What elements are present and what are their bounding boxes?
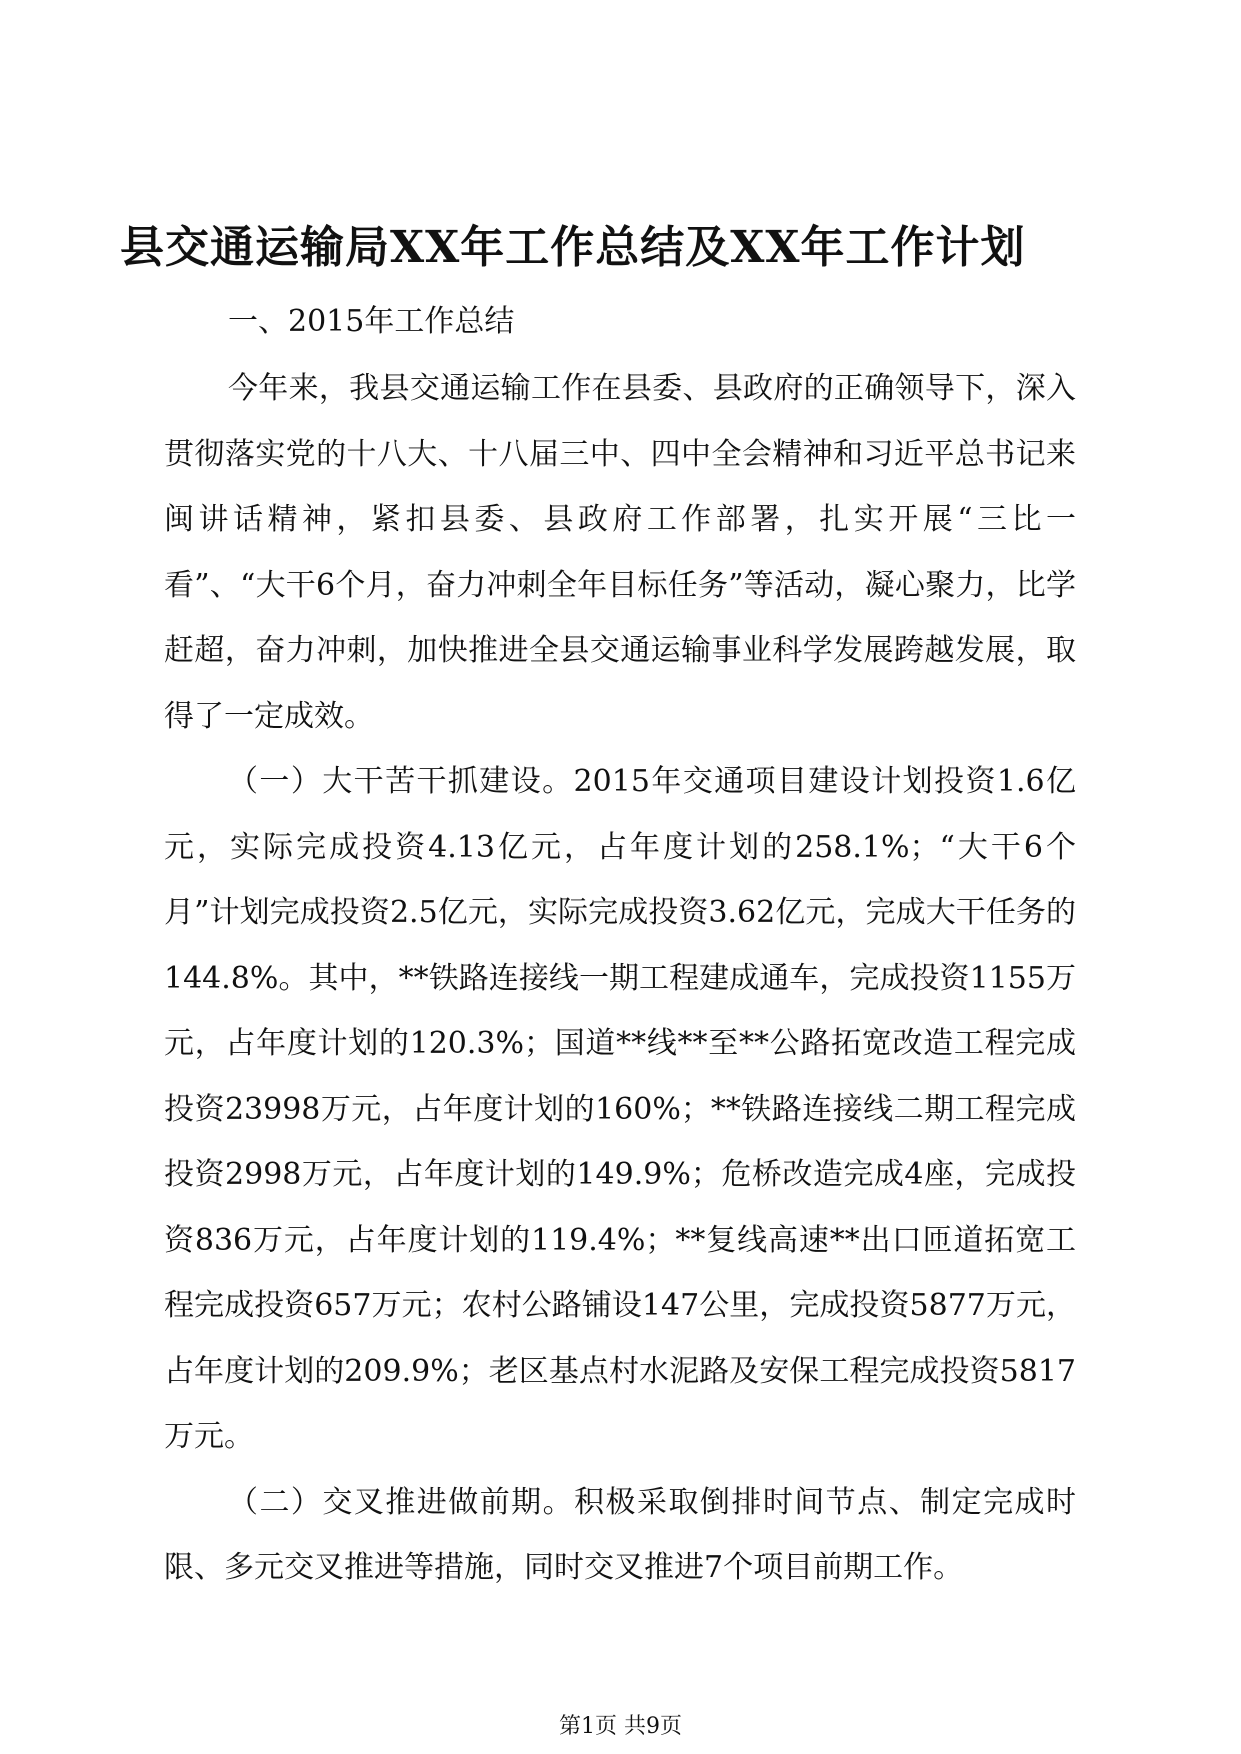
section-heading: 一、2015年工作总结 — [228, 304, 515, 339]
paragraph-preliminary-work: （二）交叉推进做前期。积极采取倒排时间节点、制定完成时限、多元交叉推进等措施，同时交叉推进7个项目前期工作。 — [164, 1484, 1076, 1585]
paragraph-construction: （一）大干苦干抓建设。2015年交通项目建设计划投资1.6亿元，实际完成投资4.13亿元，占年度计划的258.1%；“大干6个月”计划完成投资2.5亿元，实际完成投资3.62亿元，完成大干任务的144.8%。其中，**铁路连接线一期工程建成通车，完成投资1155万元，占年度计划的120.3%；国道**线**至**公路拓宽改造工程完成投资23998万元，占年度计划的160%；**铁路连接线二期工程完成投资2998万元，占年度计划的149.9%；危桥改造完成4座，完成投资836万元，占年度计划的119.4%；**复线高速**出口匝道拓宽工程完成投资657万元；农村公路铺设147公里，完成投资5877万元，占年度计划的209.9%；老区基点村水泥路及安保工程完成投资5817万元。 — [164, 764, 1076, 1454]
page-number-footer: 第1页 共9页 — [559, 1714, 682, 1739]
document-title: 县交通运输局XX年工作总结及XX年工作计划 — [120, 222, 1026, 273]
paragraph-intro: 今年来，我县交通运输工作在县委、县政府的正确领导下，深入贯彻落实党的十八大、十八届三中、四中全会精神和习近平总书记来闽讲话精神，紧扣县委、县政府工作部署，扎实开展“三比一看”、“大干6个月，奋力冲刺全年目标任务”等活动，凝心聚力，比学赶超，奋力冲刺，加快推进全县交通运输事业科学发展跨越发展，取得了一定成效。 — [164, 371, 1076, 734]
document-body — [164, 292, 1076, 1601]
